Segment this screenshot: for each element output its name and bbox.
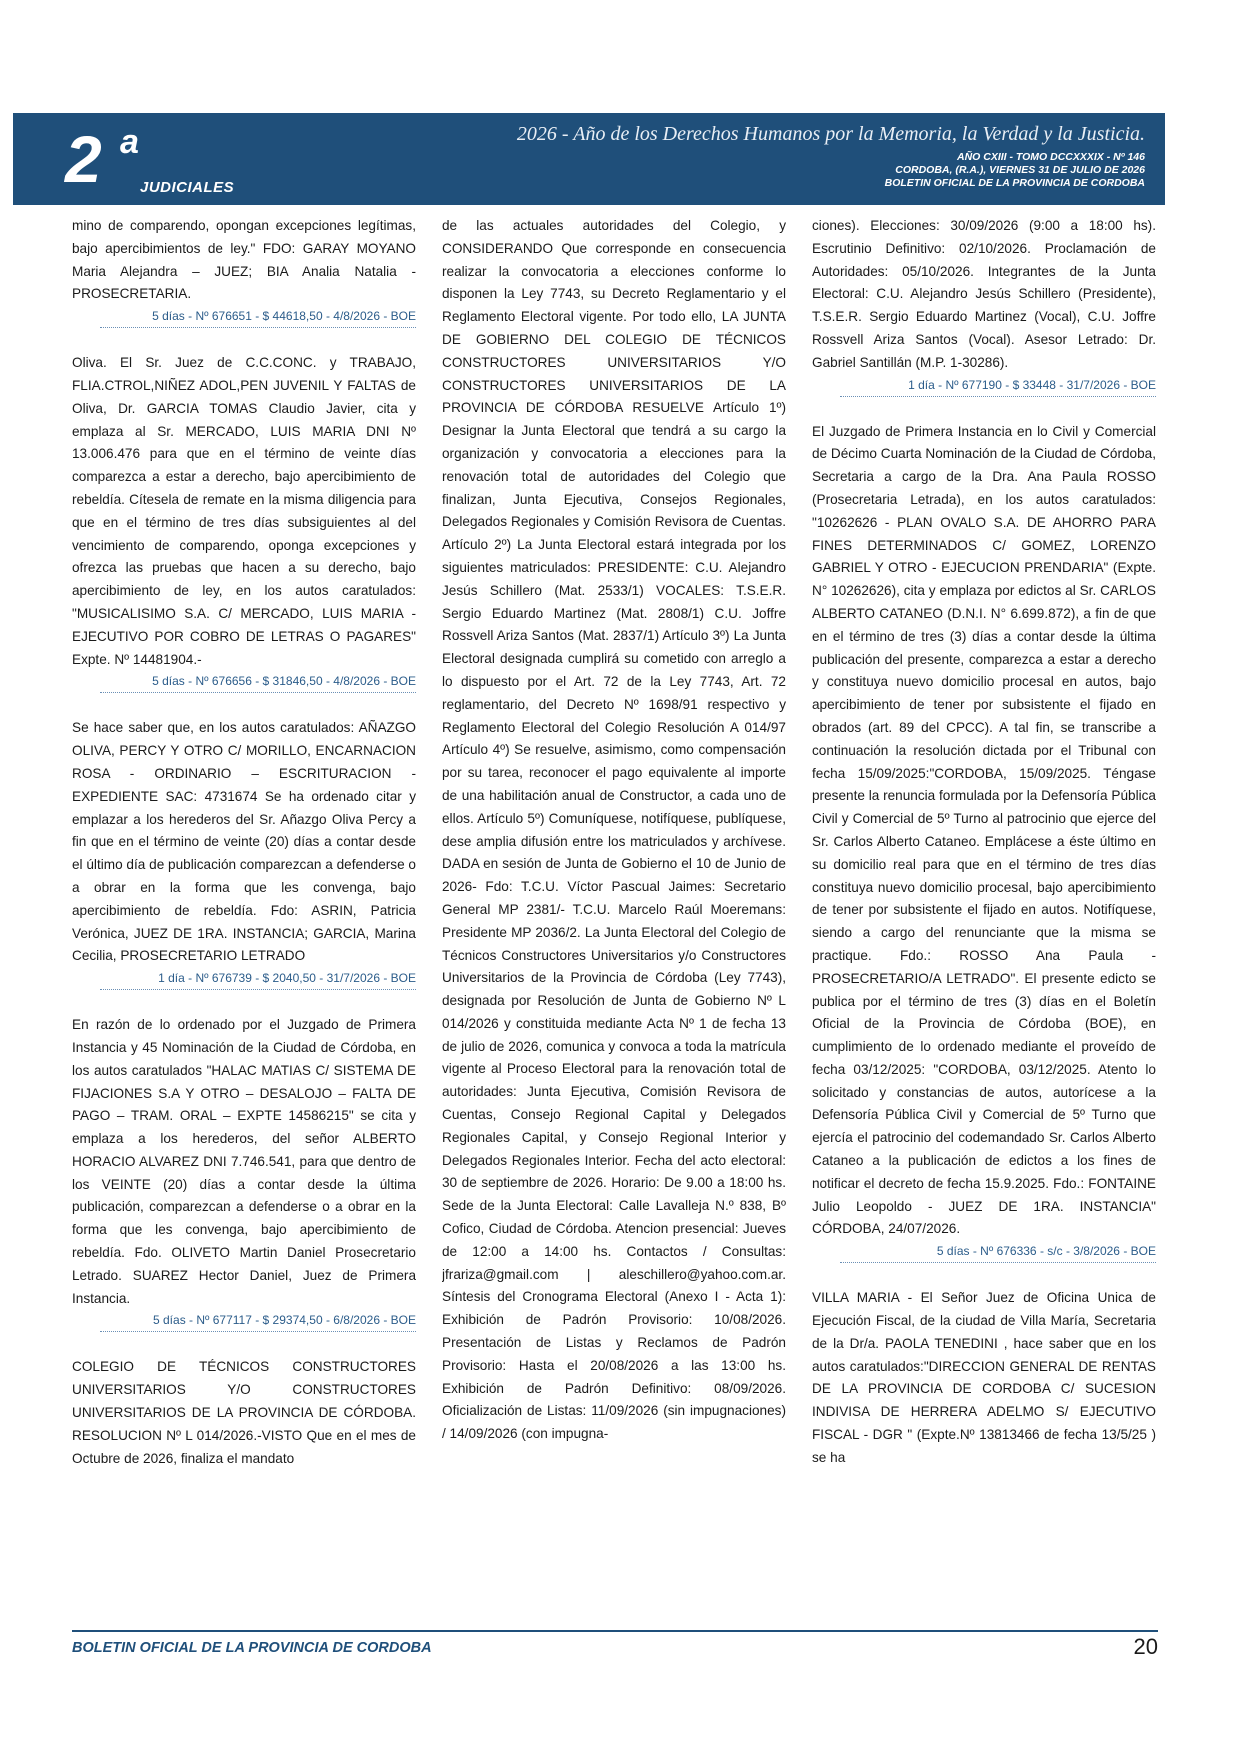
notice-paragraph: mino de comparendo, opongan excepciones legítimas, bajo apercibimientos de ley." FDO: GARAY MOYANO Maria Alejandra – JUEZ; BIA Analia Natalia - PROSECRETARIA. [72, 218, 416, 302]
publication-reference: 1 día - Nº 676739 - $ 2040,50 - 31/7/2026 - BOE [100, 969, 416, 990]
section-number: 2 [65, 122, 102, 196]
issue-date: CORDOBA, (R.A.), VIERNES 31 DE JULIO DE 2026 [895, 164, 1145, 176]
section-title: JUDICIALES [140, 179, 235, 196]
publication-reference: 5 días - Nº 676336 - s/c - 3/8/2026 - BOE [840, 1242, 1156, 1263]
page-footer [72, 1630, 1158, 1660]
notice-paragraph: de las actuales autoridades del Colegio, y CONSIDERANDO Que corresponde en consecuencia realizar la convocatoria a elecciones conforme lo disponen la Ley 7743, su Decreto Reglamentario y el Reglamento Electoral vigente. Por todo ello, LA JUNTA DE GOBIERNO DEL COLEGIO DE TÉCNICOS CONSTRUCTORES UNIVERSITARIOS Y/O CONSTRUCTORES UNIVERSITARIOS DE LA PROVINCIA DE CÓRDOBA RESUELVE Artículo 1º) Designar la Junta Electoral que tendrá a su cargo la organización y convocatoria a elecciones para la renovación total de autoridades del Colegio que finalizan, Junta Ejecutiva, Consejos Regionales, Delegados Regionales y Comisión Revisora de Cuentas. Artículo 2º) La Junta Electoral estará integrada por los siguientes matriculados: PRESIDENTE: C.U. Alejandro Jesús Schillero (Mat. 2533/1) VOCALES: T.S.E.R. Sergio Eduardo Martinez (Mat. 2808/1) C.U. Joffre Rossvell Ariza Santos (Mat. 2837/1) Artículo 3º) La Junta Electoral designada cumplirá su cometido con arreglo a lo dispuesto por el Art. 72 de la Ley 7743, Art. 72 reglamentario, del Decreto Nº 1698/91 respectivo y Reglamento Electoral del Colegio Resolución A 014/97 Artículo 4º) Se resuelve, asimismo, como compensación por su tarea, reconocer el pago equivalente al importe de una habilitación anual de Constructor, a cada uno de ellos. Artículo 5º) Comuníquese, notifíquese, publíquese, dese amplia difusión entre los matriculados y archívese. DADA en sesión de Junta de Gobierno el 10 de Junio de 2026- Fdo: T.C.U. Víctor Pascual Jaimes: Secretario General MP 2381/- T.C.U. Marcelo Raúl Moeremans: Presidente MP 2036/2. La Junta Electoral del Colegio de Técnicos Constructores Universitarios y/o Constructores Universitarios de la Provincia de Córdoba (Ley 7743), designada por Resolución de Junta de Gobierno Nº L 014/2026 y constituida mediante Acta Nº 1 de fecha 13 de julio de 2026, comunica y convoca a toda la matrícula vigente al Proceso Electoral para la renovación total de autoridades: Junta Ejecutiva, Comisión Revisora de Cuentas, Consejo Regional Capital y Delegados Regionales Capital, y Consejo Regional Interior y Delegados Regionales Interior. Fecha del acto electoral: 30 de septiembre de 2026. Horario: De 9.00 a 18:00 hs. Sede de la Junta Electoral: Calle Lavalleja N.º 838, Bº Cofico, Ciudad de Córdoba. Atencion presencial: Jueves de 12:00 a 14:00 hs. Contactos / Consultas: jfrariza@gmail.com | aleschillero@yahoo.com.ar. Síntesis del Cronograma Electoral (Anexo I - Acta 1): Exhibición de Padrón Provisorio: 10/08/2026. Presentación de Listas y Reclamos de Padrón Provisorio: Hasta el 20/08/2026 a las 13:00 hs. Exhibición de Padrón Definitivo: 08/09/2026. Oficialización de Listas: 11/09/2026 (sin impugnaciones) / 14/09/2026 (con impugna- [442, 218, 786, 1442]
issue-volume: AÑO CXIII - TOMO DCCXXXIX - Nº 146 [956, 151, 1145, 163]
publication-reference: 5 días - Nº 676651 - $ 44618,50 - 4/8/2026 - BOE [100, 307, 416, 328]
publication-reference: 5 días - Nº 676656 - $ 31846,50 - 4/8/2026 - BOE [100, 672, 416, 693]
publication-reference: 5 días - Nº 677117 - $ 29374,50 - 6/8/2026 - BOE [100, 1311, 416, 1332]
notice-paragraph: ciones). Elecciones: 30/09/2026 (9:00 a 18:00 hs). Escrutinio Definitivo: 02/10/2026. Proclamación de Autoridades: 05/10/2026. Integrantes de la Junta Electoral: C.U. Alejandro Jesús Schillero (Presidente), T.S.E.R. Sergio Eduardo Martinez (Vocal), C.U. Joffre Rossvell Ariza Santos (Vocal). Asesor Letrado: Dr. Gabriel Santillán (M.P. 1-30286). [812, 218, 1156, 370]
notice-paragraph: Se hace saber que, en los autos caratulados: AÑAZGO OLIVA, PERCY Y OTRO C/ MORILLO, ENCARNACION ROSA - ORDINARIO – ESCRITURACION - EXPEDIENTE SAC: 4731674 Se ha ordenado citar y emplazar a los herederos del Sr. Añazgo Oliva Percy a fin que en el término de veinte (20) días a contar desde el último día de publicación comparezcan a defenderse o a obrar en la forma que les convenga, bajo apercibimiento de rebeldía. Fdo: ASRIN, Patricia Verónica, JUEZ DE 1RA. INSTANCIA; GARCIA, Marina Cecilia, PROSECRETARIO LETRADO [72, 720, 416, 964]
footer-title: BOLETIN OFICIAL DE LA PROVINCIA DE CORDOBA [72, 1640, 432, 1656]
page-header [13, 113, 1165, 205]
notice-paragraph: En razón de lo ordenado por el Juzgado de Primera Instancia y 45 Nominación de la Ciudad de Córdoba, en los autos caratulados "HALAC MATIAS C/ SISTEMA DE FIJACIONES S.A Y OTRO – DESALOJO – FALTA DE PAGO – TRAM. ORAL – EXPTE 14586215" se cita y emplaza a los herederos, del señor ALBERTO HORACIO ALVAREZ DNI 7.746.541, para que dentro de los VEINTE (20) días a contar desde la última publicación, comparezcan a defenderse o a obrar en la forma que les convenga, bajo apercibimiento de rebeldía. Fdo. OLIVETO Martin Daniel Prosecretario Letrado. SUAREZ Hector Daniel, Juez de Primera Instancia. [72, 1017, 416, 1306]
column-3 [812, 215, 1156, 1575]
publication-name: BOLETIN OFICIAL DE LA PROVINCIA DE CORDOBA [884, 177, 1145, 189]
column-1 [72, 215, 416, 1575]
notice-paragraph: COLEGIO DE TÉCNICOS CONSTRUCTORES UNIVERSITARIOS Y/O CONSTRUCTORES UNIVERSITARIOS DE LA PROVINCIA DE CÓRDOBA. RESOLUCION Nº L 014/2026.-VISTO Que en el mes de Octubre de 2026, finaliza el mandato [72, 1359, 416, 1466]
notice-paragraph: VILLA MARIA - El Señor Juez de Oficina Unica de Ejecución Fiscal, de la ciudad de Villa María, Secretaria de la Dr/a. PAOLA TENEDINI , hace saber que en los autos caratulados:"DIRECCION GENERAL DE RENTAS DE LA PROVINCIA DE CORDOBA C/ SUCESION INDIVISA DE HERRERA ADELMO S/ EJECUTIVO FISCAL - DGR " (Expte.Nº 13813466 de fecha 13/5/25 ) se ha [812, 1290, 1156, 1465]
publication-reference: 1 día - Nº 677190 - $ 33448 - 31/7/2026 - BOE [840, 376, 1156, 397]
notice-paragraph: Oliva. El Sr. Juez de C.C.CONC. y TRABAJO, FLIA.CTROL,NIÑEZ ADOL,PEN JUVENIL Y FALTAS de Oliva, Dr. GARCIA TOMAS Claudio Javier, cita y emplaza al Sr. MERCADO, LUIS MARIA DNI Nº 13.006.476 para que en el término de veinte días comparezca a estar a derecho, bajo apercibimiento de rebeldía. Cítesela de remate en la misma diligencia para que en el término de tres días subsiguientes al del vencimiento de comparendo, oponga excepciones y ofrezca las pruebas que hacen a su derecho, bajo apercibimiento de ley, en los autos caratulados: "MUSICALISIMO S.A. C/ MERCADO, LUIS MARIA - EJECUTIVO POR COBRO DE LETRAS O PAGARES" Expte. Nº 14481904.- [72, 355, 416, 667]
section-number-superscript: a [120, 123, 139, 161]
header-motto: 2026 - Año de los Derechos Humanos por la Memoria, la Verdad y la Justicia. [516, 123, 1145, 145]
column-2 [442, 215, 786, 1575]
header-issue-info [885, 151, 1145, 190]
notice-paragraph: El Juzgado de Primera Instancia en lo Civil y Comercial de Décimo Cuarta Nominación de la Ciudad de Córdoba, Secretaria a cargo de la Dra. Ana Paula ROSSO (Prosecretaria Letrada), en los autos caratulados: "10262626 - PLAN OVALO S.A. DE AHORRO PARA FINES DETERMINADOS C/ GOMEZ, LORENZO GABRIEL Y OTRO - EJECUCION PRENDARIA" (Expte. N° 10262626), cita y emplaza por edictos al Sr. CARLOS ALBERTO CATANEO (D.N.I. N° 6.699.872), a fin de que en el término de tres (3) días a contar desde la última publicación del presente, comparezca a estar a derecho y constituya nuevo domicilio procesal en autos, bajo apercibimiento de tener por subsistente el fijado en obrados (art. 89 del CPCC). A tal fin, se transcribe a continuación la resolución dictada por el Tribunal con fecha 15/09/2025:"CORDOBA, 15/09/2025. Téngase presente la renuncia formulada por la Defensoría Pública Civil y Comercial de 5º Turno al patrocinio que ejerce del Sr. Carlos Alberto Cataneo. Emplácese a éste último en su domicilio real para que en el término de tres días constituya nuevo domicilio procesal, bajo apercibimiento de tener por subsistente el fijado en autos. Notifíquese, siendo a cargo del renunciante que la misma se practique. Fdo.: ROSSO Ana Paula - PROSECRETARIO/A LETRADO". El presente edicto se publica por el término de tres (3) días en el Boletín Oficial de la Provincia de Córdoba (BOE), en cumplimiento de lo ordenado mediante el proveído de fecha 03/12/2025: "CORDOBA, 03/12/2025. Atento lo solicitado y constancias de autos, autorícese a la Defensoría Pública Civil y Comercial de 5º Turno que ejercía el patrocinio del codemandado Sr. Carlos Alberto Cataneo a la publicación de edictos a los fines de notificar el decreto de fecha 15.9.2025. Fdo.: FONTAINE Julio Leopoldo - JUEZ DE 1RA. INSTANCIA" CÓRDOBA, 24/07/2026. [812, 423, 1156, 1237]
page-number: 20 [1133, 1634, 1158, 1659]
